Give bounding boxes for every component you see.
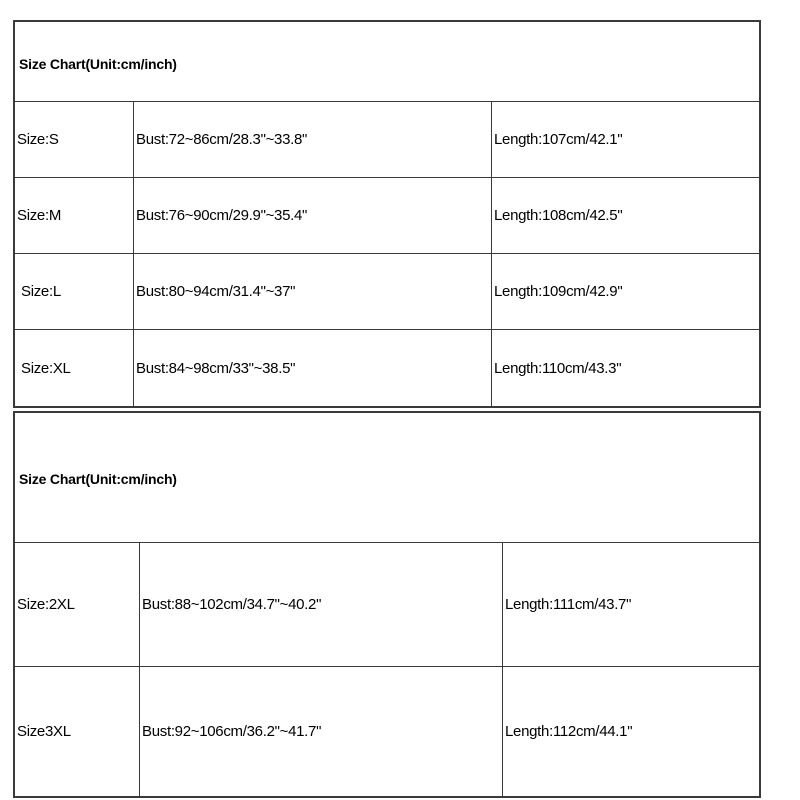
bust-cell: Bust:76~90cm/29.9"~35.4"	[133, 178, 491, 253]
size-cell: Size:L	[21, 283, 61, 300]
size-chart-title: Size Chart(Unit:cm/inch)	[19, 56, 177, 72]
length-cell: Length:110cm/43.3"	[491, 330, 759, 406]
length-cell: Length:107cm/42.1"	[491, 102, 759, 177]
size-row-l	[15, 254, 759, 330]
size-row-xl	[15, 330, 759, 406]
length-cell: Length:111cm/43.7"	[502, 543, 759, 666]
size-cell: Size:2XL	[17, 596, 75, 613]
bust-cell: Bust:92~106cm/36.2"~41.7"	[139, 667, 502, 796]
size-cell: Size:XL	[21, 359, 71, 377]
size-cell: Size:S	[17, 131, 59, 148]
size-row-s	[15, 102, 759, 178]
length-cell: Length:112cm/44.1"	[502, 667, 759, 796]
size-chart-header	[15, 22, 759, 102]
size-cell: Size3XL	[17, 723, 71, 740]
length-cell: Length:109cm/42.9"	[491, 254, 759, 329]
bust-cell: Bust:84~98cm/33"~38.5"	[133, 330, 491, 406]
size-row-3xl	[15, 667, 759, 796]
bust-cell: Bust:72~86cm/28.3"~33.8"	[133, 102, 491, 177]
size-row-m	[15, 178, 759, 254]
bust-cell: Bust:88~102cm/34.7"~40.2"	[139, 543, 502, 666]
length-cell: Length:108cm/42.5"	[491, 178, 759, 253]
bust-cell: Bust:80~94cm/31.4"~37"	[133, 254, 491, 329]
size-chart-title: Size Chart(Unit:cm/inch)	[19, 471, 177, 487]
size-chart-table-2	[13, 411, 761, 798]
size-chart-table-1	[13, 20, 761, 408]
size-chart-header	[15, 413, 759, 543]
size-cell: Size:M	[17, 207, 62, 224]
size-row-2xl	[15, 543, 759, 667]
